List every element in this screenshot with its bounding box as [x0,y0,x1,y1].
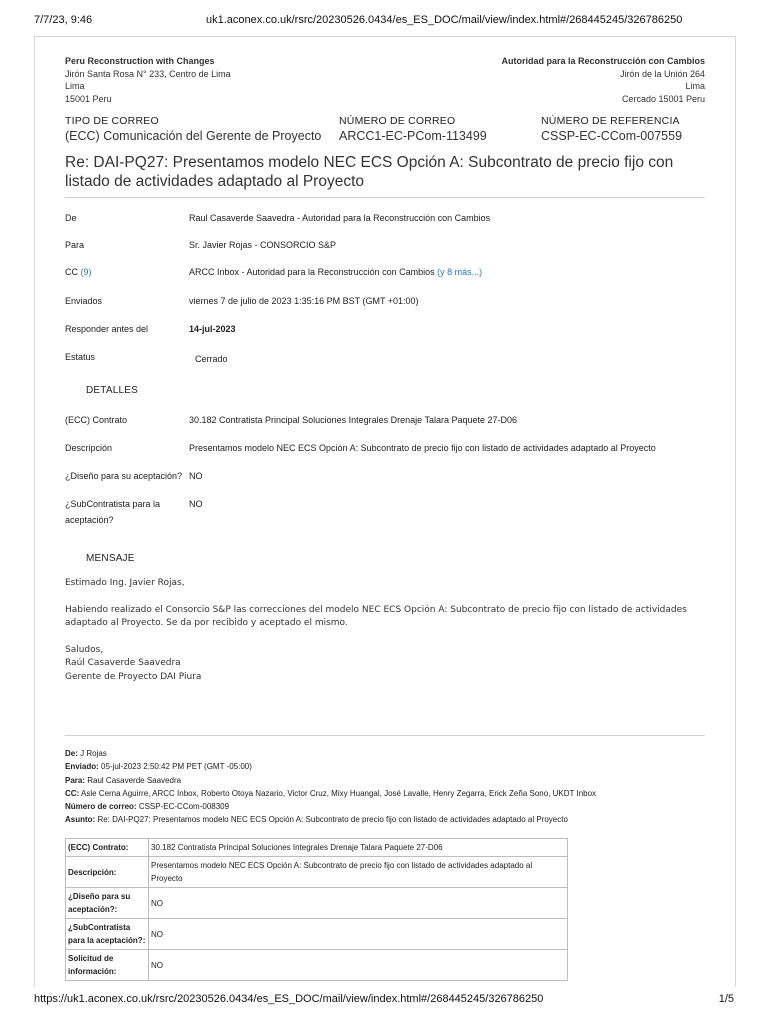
message-title: MENSAJE [86,553,135,564]
cc-value-wrap [189,264,709,280]
table-value: 30.182 Contratista Principal Soluciones Integrales Drenaje Talara Paquete 27-D06 [149,839,568,857]
message-body [65,577,705,697]
subcontractor-value: NO [189,499,203,509]
previous-subject-value: Re: DAI-PQ27: Presentamos modelo NEC ECS Opción A: Subcontrato de precio fijo con listado de actividades adaptado al Proyecto [97,815,568,825]
mail-subject: Re: DAI-PQ27: Presentamos modelo NEC ECS Opción A: Subcontrato de precio fijo con listado de actividades adaptado al Proyecto [65,153,705,198]
subcontractor-label [65,496,180,528]
mail-view [34,36,736,987]
to-label: Para [65,240,85,250]
design-label: ¿Diseño para su aceptación? [65,471,183,481]
to-value: Sr. Javier Rojas - CONSORCIO S&P [189,240,337,250]
previous-cc-label: CC: [65,788,80,798]
mail-type-value: (ECC) Comunicación del Gerente de Proyecto [65,129,322,143]
previous-subject [65,813,705,826]
table-value: NO [149,888,568,919]
previous-number-label: Número de correo: [65,802,137,812]
previous-from-value: J Rojas [80,749,107,758]
message-line: adaptado al Proyecto. Se da por recibido y aceptado el mismo. [65,618,348,628]
message-paragraph [65,604,705,631]
mail-type-label: TIPO DE CORREO [65,115,159,127]
print-date: 7/7/23, 9:46 [34,14,93,26]
thread-divider [65,735,705,736]
description-label: Descripción [65,443,113,453]
table-row [66,888,568,919]
message-signature [65,644,705,685]
table-row [66,919,568,950]
table-row [66,857,568,888]
mail-type [65,115,321,143]
previous-cc-value: Asle Cerna Aguirre, ARCC Inbox, Roberto Otoya Nazario, Victor Cruz, Mixy Huangal, José Lavalle, Henry Zegarra, Erick Zeña Sono, UKDT Inbox [81,788,597,798]
table-row [66,950,568,981]
recipient-org-address [501,55,705,105]
design-value: NO [189,471,203,481]
sender-org-line: 15001 Peru [65,93,112,104]
cc-more-link[interactable]: (y 8 más...) [437,267,483,277]
from-label: De [65,213,77,223]
respond-by-value: 14-jul-2023 [189,324,236,334]
table-key: ¿Diseño para su aceptación?: [66,888,149,919]
contract-label: (ECC) Contrato [65,415,128,425]
mail-number-value: ARCC1-EC-PCom-113499 [339,129,487,143]
description-value: Presentamos modelo NEC ECS Opción A: Subcontrato de precio fijo con listado de actividades adaptado al Proyecto [189,443,656,453]
previous-number-value: CSSP-EC-CCom-008309 [138,802,230,812]
previous-sent-label: Enviado: [65,762,99,772]
respond-by-label: Responder antes del [65,324,149,334]
cc-label-wrap [65,264,180,280]
previous-sent-value: 05-jul-2023 2:50:42 PM PET (GMT -05:00) [101,762,252,772]
page-number: 1/5 [718,993,734,1005]
message-greeting: Estimado Ing. Javier Rojas, [65,578,185,588]
message-line: Habiendo realizado el Consorcio S&P las correcciones del modelo NEC ECS Opción A: Subcontrato de precio fijo con listado de actividades [65,604,687,615]
previous-to [65,774,705,787]
mail-number [339,115,487,143]
subcontractor-label-line: ¿SubContratista para la [65,499,161,509]
sent-label: Enviados [65,296,103,306]
table-key: (ECC) Contrato: [66,839,149,857]
previous-from [65,747,705,760]
sender-org-name: Peru Reconstruction with Changes [65,56,215,66]
signature-title: Gerente de Proyecto DAI Piura [65,671,202,682]
table-row [66,839,568,857]
previous-number [65,800,705,813]
print-url: uk1.aconex.co.uk/rsrc/20230526.0434/es_ES_DOC/mail/view/index.html#/268445245/326786250 [206,14,683,26]
previous-to-label: Para: [65,775,86,785]
previous-subject-label: Asunto: [65,815,96,825]
previous-sent [65,760,705,773]
previous-to-value: Raul Casaverde Saavedra [87,775,182,785]
details-title: DETALLES [86,385,138,396]
from-value: Raul Casaverde Saavedra - Autoridad para la Reconstrucción con Cambios [189,213,491,223]
sent-value: viernes 7 de julio de 2023 1:35:16 PM BST (GMT +01:00) [189,296,419,306]
signature-name: Raúl Casaverde Saavedra [65,658,181,668]
mail-number-label: NÚMERO DE CORREO [339,115,456,127]
table-value: NO [149,950,568,981]
print-footer-url: https://uk1.aconex.co.uk/rsrc/20230526.0434/es_ES_DOC/mail/view/index.html#/268445245/326786250 [34,993,544,1005]
previous-cc [65,787,705,800]
cc-label: CC [65,267,78,277]
previous-from-label: De: [65,749,78,758]
recipient-org-name: Autoridad para la Reconstrucción con Cambios [501,56,705,66]
sender-org-address [65,55,231,105]
status-label: Estatus [65,352,96,362]
recipient-org-line: Cercado 15001 Peru [621,93,705,104]
sender-org-line: Jirón Santa Rosa N° 233, Centro de Lima [65,68,231,79]
sender-org-line: Lima [65,81,85,91]
reference-number-value: CSSP-EC-CCom-007559 [541,129,683,143]
table-key: Solicitud de información: [66,950,149,981]
message-closing: Saludos, [65,644,104,655]
table-key: Descripción: [66,857,149,888]
table-value: Presentamos modelo NEC ECS Opción A: Subcontrato de precio fijo con listado de actividades adaptado al Proyecto [149,857,568,888]
status-value: Cerrado [195,354,228,364]
reference-number [541,115,682,143]
previous-mail-header [65,747,705,827]
contract-value: 30.182 Contratista Principal Soluciones Integrales Drenaje Talara Paquete 27-D06 [189,415,518,425]
previous-details-table [65,838,568,981]
table-value: NO [149,919,568,950]
recipient-org-line: Lima [685,81,705,91]
subcontractor-label-line: aceptación? [65,515,114,525]
reference-number-label: NÚMERO DE REFERENCIA [541,115,680,127]
cc-count-link[interactable]: (9) [80,267,92,277]
recipient-org-line: Jirón de la Unión 264 [619,68,705,79]
cc-value: ARCC Inbox - Autoridad para la Reconstrucción con Cambios [189,267,435,277]
table-key: ¿SubContratista para la aceptación?: [66,919,149,950]
